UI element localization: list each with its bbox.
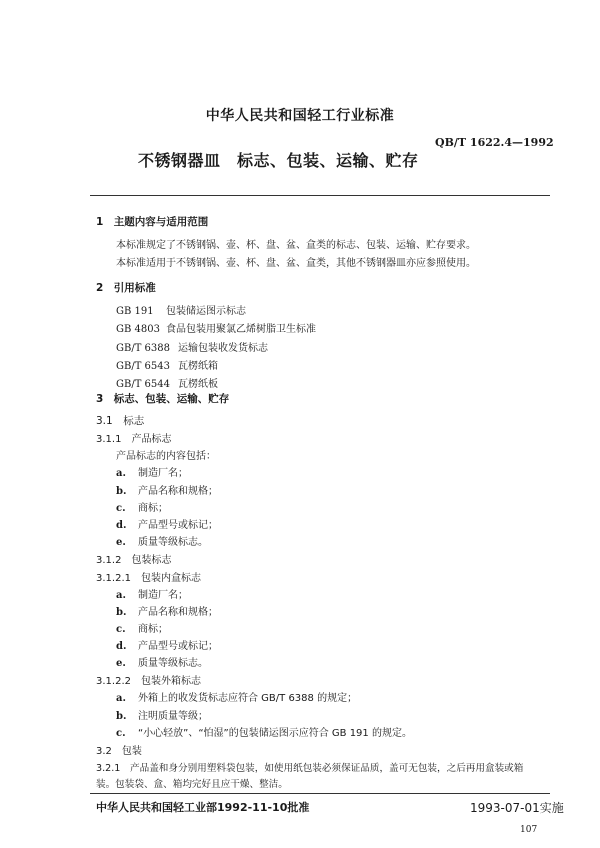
section-3-2-1-line-2: 装。包装袋、盒、箱均完好且应干燥、整洁。 (96, 779, 288, 790)
reference-item: GB/T 6544 瓦楞纸板 (116, 379, 218, 390)
section-3-2-1-line-1: 3.2.1 产品盖和身分别用塑料袋包装，如使用纸包装必须保证品质，盖可无包装，之后再用盒装或箱 (96, 763, 524, 774)
list-item: e. 质量等级标志。 (116, 658, 208, 669)
reference-item: GB 191 包装储运图示标志 (116, 306, 246, 317)
list-item: b. 产品名称和规格； (116, 486, 218, 497)
standard-code: QB/T 1622.4—1992 (435, 136, 554, 149)
document-title: 不锈钢器皿 标志、包装、运输、贮存 (138, 151, 419, 170)
list-item: a. 外箱上的收发货标志应符合 GB/T 6388 的规定； (116, 693, 358, 704)
section-3-1-1-heading: 3.1.1 产品标志 (96, 434, 172, 445)
footer-line (90, 793, 550, 794)
section-3-1-2-1-heading: 3.1.2.1 包装内盒标志 (96, 573, 201, 584)
section-3-1-2-2-heading: 3.1.2.2 包装外箱标志 (96, 676, 201, 687)
page-number: 107 (520, 825, 538, 835)
header-rule (90, 195, 550, 196)
reference-item: GB 4803 食品包装用聚氯乙烯树脂卫生标准 (116, 324, 316, 335)
section-3-heading: 3 标志、包装、运输、贮存 (96, 393, 230, 405)
list-item: d. 产品型号或标记； (116, 641, 218, 652)
section-1-heading: 1 主题内容与适用范围 (96, 216, 209, 228)
section-3-2-heading: 3.2 包装 (96, 746, 142, 757)
section-2-heading: 2 引用标准 (96, 282, 156, 294)
list-item: b. 产品名称和规格； (116, 607, 218, 618)
list-item: a. 制造厂名； (116, 468, 188, 479)
reference-item: GB/T 6388 运输包装收发货标志 (116, 343, 268, 354)
list-item: c. 商标； (116, 624, 168, 635)
reference-item: GB/T 6543 瓦楞纸箱 (116, 361, 218, 372)
list-item: a. 制造厂名； (116, 590, 188, 601)
section-3-1-1-intro: 产品标志的内容包括： (116, 451, 216, 462)
list-item: c. “小心轻放”、“怕湿”的包装储运图示应符合 GB 191 的规定。 (116, 728, 412, 739)
list-item: e. 质量等级标志。 (116, 537, 208, 548)
footer-implement: 1993-07-01实施 (470, 801, 564, 815)
standard-category-title: 中华人民共和国轻工行业标准 (205, 108, 395, 124)
section-1-paragraph-2: 本标准适用于不锈钢锅、壶、杯、盘、盆、盒类，其他不锈钢器皿亦应参照使用。 (116, 258, 476, 269)
section-1-paragraph-1: 本标准规定了不锈钢锅、壶、杯、盘、盆、盒类的标志、包装、运输、贮存要求。 (116, 240, 476, 251)
list-item: d. 产品型号或标记； (116, 520, 218, 531)
footer-approval: 中华人民共和国轻工业部1992-11-10批准 (96, 801, 310, 814)
list-item: c. 商标； (116, 503, 168, 514)
section-3-1-heading: 3.1 标志 (96, 415, 145, 427)
section-3-1-2-heading: 3.1.2 包装标志 (96, 555, 172, 566)
list-item: b. 注明质量等级； (116, 711, 208, 722)
